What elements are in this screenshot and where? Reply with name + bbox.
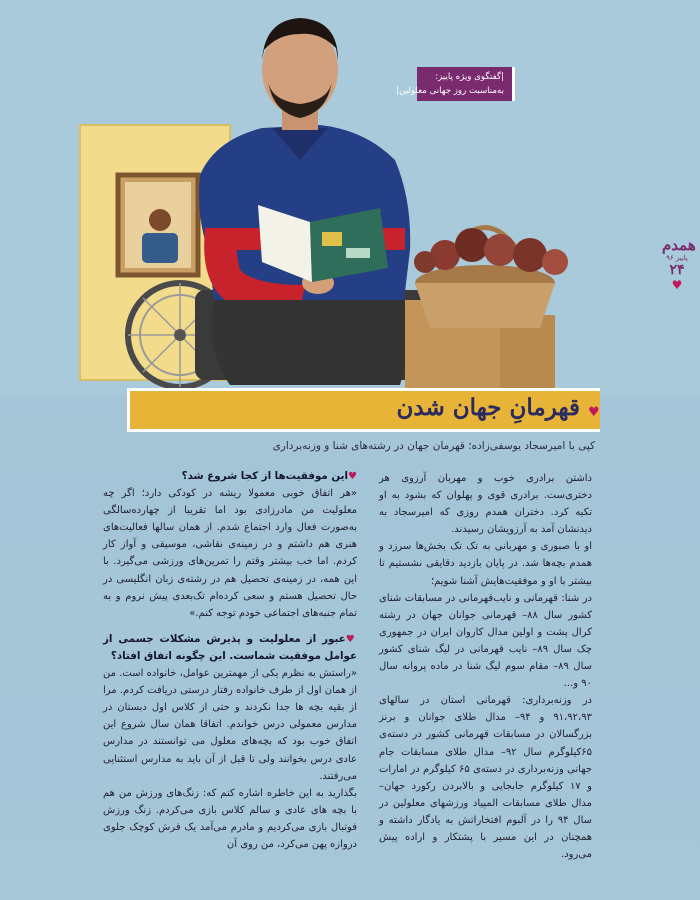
paragraph: داشتن برادری خوب و مهربان آرزوی هر دختری‌ست. برادری قوی و پهلوان که بشود به او تکیه کرد. دختران همدم روزی که امیرسجاد به دیدنشان آمد به آرزویشان رسیدند. [379, 473, 592, 536]
cover-photo [0, 0, 700, 395]
paragraph: در وزنه‌برداری: قهرمانی استان در سالهای ۹۱،۹۲،۹۳ و ۹۴– مدال طلای جوانان و برنز بزرگسالان در مسابقات قهرمانی کشور در دسته‌ی ۶۵کیلوگرم سال ۹۲– مدال طلای مسابقات جام جهانی وزنه‌برداری در دسته‌ی ۶۵ کیلوگرم در امارات و ۱۷ کیلوگرم جابجایی و بالابردن رکورد جهان– مدال طلای مسابقات المپیاد ورزشهای معلولین در سال ۹۴ را در آلبوم افتخاراتش به یادگار داشته و همچنان در این مسیر با پشتکار و اراده پیش می‌رود. [379, 695, 592, 861]
paragraph: او با صبوری و مهربانی به تک تک بخش‌ها سرزد و همدم بچه‌ها شد. در پایان بازدید دقایقی نشستیم تا بیشتر با او و موفقیت‌هایش آشنا شویم؛ [379, 541, 592, 587]
page-number: ۲۴ [669, 262, 685, 278]
heart-icon: ♥ [348, 471, 357, 482]
heart-icon: ♥ [588, 405, 600, 420]
answer-paragraph: بگذارید به این خاطره اشاره کنم که: زنگ‌های ورزش من هم با بچه های عادی و سالم کلاس بازی می‌کردم. زنگ ورزش فوتبال بازی می‌کردیم و مادرم می‌آمد یک فرش کوچک جلوی دروازه پهن می‌کرد، من روی آن [103, 787, 357, 850]
heart-icon: ♥ [345, 633, 357, 645]
right-column [379, 470, 592, 863]
left-column [103, 468, 357, 853]
section-tag [396, 67, 515, 101]
heart-icon: ♥ [671, 278, 683, 292]
question-heading [103, 631, 357, 665]
magazine-logo [662, 236, 696, 292]
magazine-name: همدم [662, 236, 696, 254]
answer-paragraph: «هر اتفاق خوبی معمولا ریشه در کودکی دارد؛ اگر چه معلولیت من مادرزادی بود اما تقریبا از چهارده‌سالگی به‌صورت فعال وارد اجتماع شدم. از همان سالها فعالیت‌های هنری هم داشتم و در زمینه‌ی نقاشی، موسیقی و آواز کار کردم. اما خب بیشتر وقتم را تمرین‌های ورزشی می‌گیرد. با این همه، در زمینه‌ی تحصیل هم در رشته‌ی زبان انگلیسی در حال تحصیل هستم و سعی کرده‌ام تک‌بعدی پیش نروم و به تمام جنبه‌های اجتماعی خودم توجه کنم.» [103, 488, 357, 619]
question-text: این موفقیت‌ها از کجا شروع شد؟ [181, 470, 349, 482]
paragraph: در شنا: قهرمانی و نایب‌قهرمانی در مسابقات شنای کشور سال ۸۸– قهرمانی جوانان جهان در رشته کرال پشت و اولین مدال کاروان ایران در جمهوری چک سال ۸۹– نایب قهرمانی در لیگ شنای کشور سال ۸۹– مقام سوم لیگ شنا در ماده پروانه سال ۹۰ و... [379, 592, 592, 690]
section-tag-line2: به‌مناسبت روز جهانی معلولین| [396, 86, 504, 96]
answer-paragraph: «راستش به نظرم یکی از مهمترین عوامل، خانواده است. من از همان اول از طرف خانواده رفتار درستی دریافت کردم. مرا از بقیه بچه ها جدا نکردند و حتی از کلاس اول دبستان در مدارس معمولی درس خواندم. اتفاقا همان سال شروع این اتفاق خوب بود که بچه‌های معلول می توانستند در مدارس عادی درس بخوانند ولی تا قبل از آن باید به مدارس استثنایی می‌رفتند. [103, 668, 357, 782]
headline: قهرمانِ جهان شدن [396, 394, 580, 421]
question-text: عبور از معلولیت و پذیرش مشکلات جسمی از عوامل موفقیت شماست. این چگونه اتفاق افتاد؟ [103, 632, 357, 662]
section-tag-line1: |گفتگوی ویژه پاییز: [435, 72, 504, 82]
headline-band [127, 388, 600, 432]
question-heading [103, 468, 357, 485]
subtitle: کپی با امیرسجاد یوسفی‌زاده؛ قهرمان جهان در رشته‌های شنا و وزنه‌برداری [272, 440, 595, 452]
issue-label: پاییز ۹۶ [666, 254, 688, 262]
